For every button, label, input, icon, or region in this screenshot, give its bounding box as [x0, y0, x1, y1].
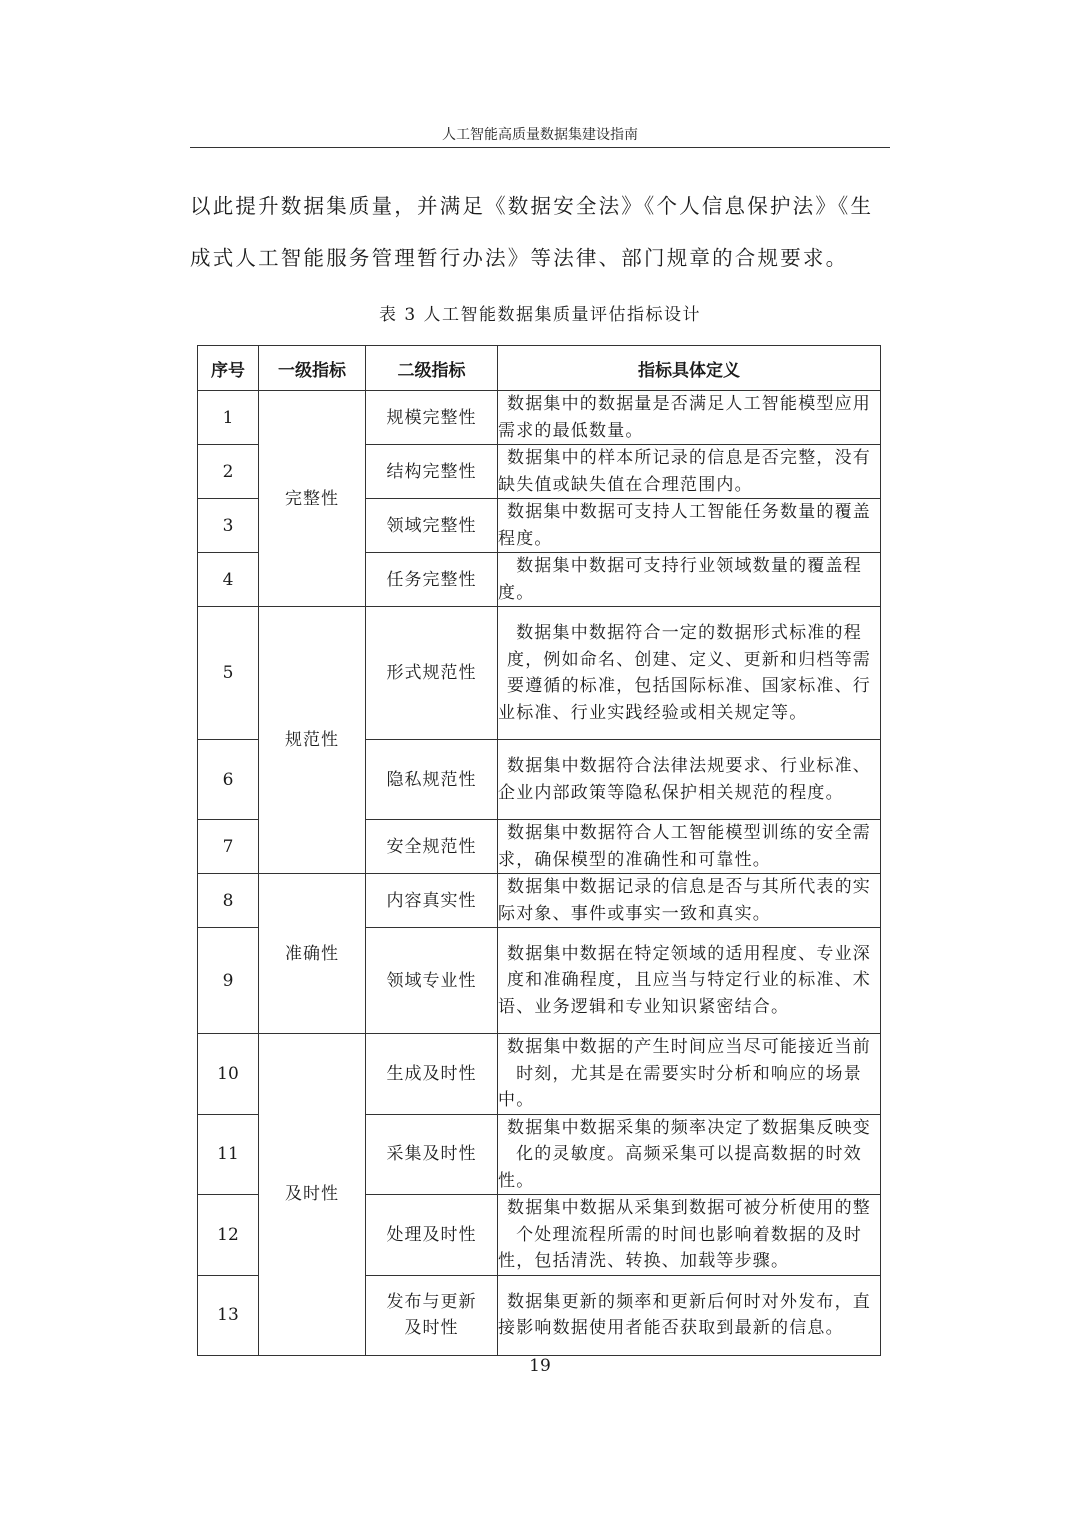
row-index: 11 — [198, 1114, 259, 1195]
row-index: 3 — [198, 499, 259, 553]
body-paragraph — [190, 180, 890, 284]
definition-cell: 数据集中数据可支持人工智能任务数量的覆盖程度。 — [498, 499, 881, 553]
header-level2: 二级指标 — [366, 346, 498, 391]
row-index: 7 — [198, 820, 259, 874]
definition-cell: 数据集中数据采集的频率决定了数据集反映变化的灵敏度。高频采集可以提高数据的时效性。 — [498, 1114, 881, 1195]
definition-cell: 数据集中数据符合法律法规要求、行业标准、企业内部政策等隐私保护相关规范的程度。 — [498, 740, 881, 820]
level2-cell: 采集及时性 — [366, 1114, 498, 1195]
level2-cell: 领域专业性 — [366, 928, 498, 1034]
level2-cell: 处理及时性 — [366, 1195, 498, 1276]
row-index: 6 — [198, 740, 259, 820]
quality-metrics-table — [197, 345, 881, 1356]
definition-cell: 数据集中数据在特定领域的适用程度、专业深度和准确程度，且应当与特定行业的标准、术语、业务逻辑和专业知识紧密结合。 — [498, 928, 881, 1034]
table-header-row — [198, 346, 881, 391]
definition-cell: 数据集中数据的产生时间应当尽可能接近当前时刻，尤其是在需要实时分析和响应的场景中。 — [498, 1034, 881, 1115]
table-row — [198, 874, 881, 928]
level2-cell: 隐私规范性 — [366, 740, 498, 820]
definition-cell: 数据集中数据记录的信息是否与其所代表的实际对象、事件或事实一致和真实。 — [498, 874, 881, 928]
row-index: 2 — [198, 445, 259, 499]
level2-cell: 任务完整性 — [366, 553, 498, 607]
level2-cell: 结构完整性 — [366, 445, 498, 499]
definition-cell: 数据集中数据可支持行业领域数量的覆盖程度。 — [498, 553, 881, 607]
row-index: 5 — [198, 607, 259, 740]
row-index: 4 — [198, 553, 259, 607]
table-row — [198, 607, 881, 740]
header-index: 序号 — [198, 346, 259, 391]
row-index: 12 — [198, 1195, 259, 1276]
level2-cell: 形式规范性 — [366, 607, 498, 740]
level2-cell: 安全规范性 — [366, 820, 498, 874]
level2-cell: 规模完整性 — [366, 391, 498, 445]
definition-cell: 数据集更新的频率和更新后何时对外发布，直接影响数据使用者能否获取到最新的信息。 — [498, 1275, 881, 1355]
page-number: 19 — [529, 1356, 551, 1376]
level2-cell: 领域完整性 — [366, 499, 498, 553]
table-caption: 表 3 人工智能数据集质量评估指标设计 — [378, 305, 702, 325]
header-level1: 一级指标 — [259, 346, 366, 391]
row-index: 13 — [198, 1275, 259, 1355]
level1-cell: 完整性 — [259, 391, 366, 607]
table-row — [198, 391, 881, 445]
level2-cell: 发布与更新及时性 — [366, 1275, 498, 1355]
header-rule — [190, 147, 890, 148]
row-index: 8 — [198, 874, 259, 928]
definition-cell: 数据集中数据符合人工智能模型训练的安全需求，确保模型的准确性和可靠性。 — [498, 820, 881, 874]
header-definition: 指标具体定义 — [498, 346, 881, 391]
definition-cell: 数据集中的样本所记录的信息是否完整，没有缺失值或缺失值在合理范围内。 — [498, 445, 881, 499]
paragraph-line: 以此提升数据集质量，并满足《数据安全法》《个人信息保护法》《生 — [190, 194, 874, 218]
level1-cell: 规范性 — [259, 607, 366, 874]
definition-cell: 数据集中数据符合一定的数据形式标准的程度，例如命名、创建、定义、更新和归档等需要遵循的标准，包括国际标准、国家标准、行业标准、行业实践经验或相关规定等。 — [498, 607, 881, 740]
row-index: 1 — [198, 391, 259, 445]
row-index: 9 — [198, 928, 259, 1034]
level2-cell: 生成及时性 — [366, 1034, 498, 1115]
level1-cell: 准确性 — [259, 874, 366, 1034]
running-header: 人工智能高质量数据集建设指南 — [442, 127, 638, 143]
table-row — [198, 1034, 881, 1115]
row-index: 10 — [198, 1034, 259, 1115]
level2-cell: 内容真实性 — [366, 874, 498, 928]
definition-cell: 数据集中的数据量是否满足人工智能模型应用需求的最低数量。 — [498, 391, 881, 445]
level1-cell: 及时性 — [259, 1034, 366, 1356]
definition-cell: 数据集中数据从采集到数据可被分析使用的整个处理流程所需的时间也影响着数据的及时性，包括清洗、转换、加载等步骤。 — [498, 1195, 881, 1276]
paragraph-line: 成式人工智能服务管理暂行办法》等法律、部门规章的合规要求。 — [190, 246, 849, 270]
